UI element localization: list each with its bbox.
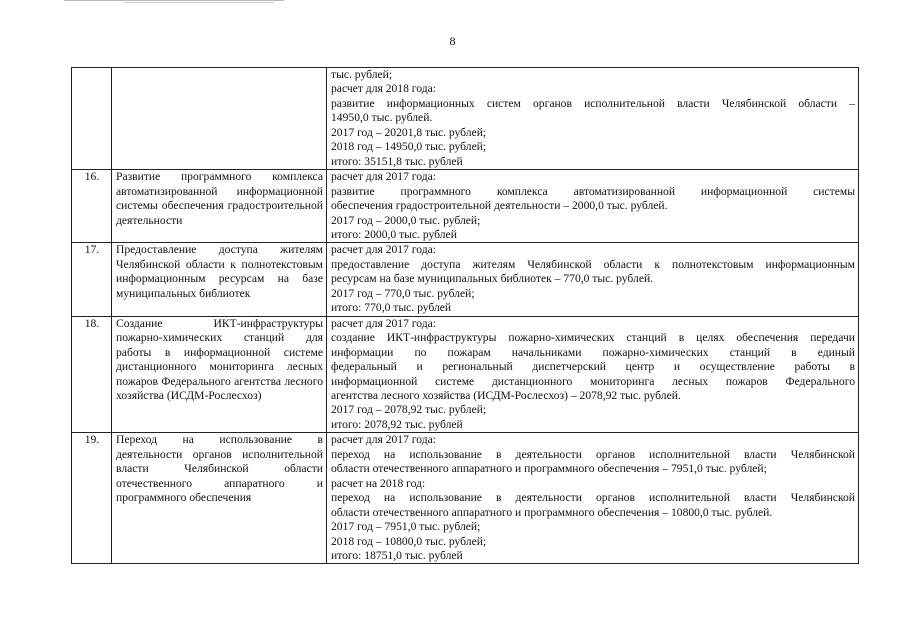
calculation-line: расчет для 2017 года: — [331, 243, 436, 257]
calculation-line: области отечественного аппаратного и программного обеспечения – 10800,0 тыс. рублей. — [331, 505, 773, 519]
calculation-line: федеральный и региональный диспетчерский центр и осуществление работы в — [331, 360, 855, 374]
calculation-line: 14950,0 тыс. рублей. — [331, 111, 433, 125]
calculation-line: 2018 год – 14950,0 тыс. рублей; — [331, 140, 487, 154]
calculation-line: информации по пожарам начальниками пожарно-химических станций в единый — [331, 345, 855, 359]
calculation-line: расчет для 2017 года: — [331, 170, 436, 184]
calculation-line: расчет для 2017 года: — [331, 433, 436, 447]
calculation-line: расчет для 2017 года: — [331, 316, 436, 330]
calculation-line: агентства лесного хозяйства (ИСДМ-Рослесхоз) – 2078,92 тыс. рублей. — [331, 388, 681, 402]
calculation-line: развитие программного комплекса автоматизированной информационной системы — [331, 184, 855, 198]
row-number: 18. — [72, 316, 112, 433]
calculation-line: тыс. рублей; — [331, 68, 393, 81]
calculation-line: предоставление доступа жителям Челябинской области к полнотекстовым информационным — [331, 257, 855, 271]
calculation-line: 2018 год – 10800,0 тыс. рублей; — [331, 534, 487, 548]
calculation-line: области отечественного аппаратного и программного обеспечения – 7951,0 тыс. рублей; — [331, 462, 767, 476]
calculation-line: итого: 2078,92 тыс. рублей — [331, 417, 463, 431]
cost-calculation — [327, 243, 859, 316]
measure-title: Переход на использование в деятельности органов исполнительной власти Челябинской области отечественного аппаратного и программного обеспечения — [112, 433, 327, 564]
table-row — [72, 170, 859, 243]
calculation-line: итого: 770,0 тыс. рублей — [331, 301, 452, 315]
calculation-line: итого: 18751,0 тыс. рублей — [331, 548, 463, 562]
calculation-line: расчет на 2018 год: — [331, 476, 426, 490]
table-row — [72, 243, 859, 316]
cost-calculation — [327, 170, 859, 243]
calculation-line: итого: 2000,0 тыс. рублей — [331, 227, 457, 241]
measure-title: Создание ИКТ-инфраструктуры пожарно-химических станций для работы в информационной системе дистанционного мониторинга лесных пожаров Федерального агентства лесного хозяйства (ИСДМ-Рослесхоз) — [112, 316, 327, 433]
calculation-line: переход на использование в деятельности органов исполнительной власти Челябинской — [331, 447, 855, 461]
scan-artifact-line — [64, 0, 284, 4]
calculation-line: ресурсам на базе муниципальных библиотек – 770,0 тыс. рублей. — [331, 272, 654, 286]
calculation-line: 2017 год – 2078,92 тыс. рублей; — [331, 403, 487, 417]
row-number: 19. — [72, 433, 112, 564]
calculation-line: 2017 год – 7951,0 тыс. рублей; — [331, 520, 481, 534]
calculation-line: 2017 год – 2000,0 тыс. рублей; — [331, 213, 481, 227]
row-number — [72, 68, 112, 170]
calculation-line: итого: 35151,8 тыс. рублей — [331, 154, 463, 168]
calculation-line: 2017 год – 20201,8 тыс. рублей; — [331, 125, 487, 139]
calculation-line: расчет для 2018 года: — [331, 82, 436, 96]
budget-table — [71, 67, 859, 564]
table-row — [72, 68, 859, 170]
cost-calculation — [327, 316, 859, 433]
measure-title — [112, 68, 327, 170]
row-number: 17. — [72, 243, 112, 316]
calculation-line: обеспечения градостроительной деятельности – 2000,0 тыс. рублей. — [331, 199, 668, 213]
measure-title: Развитие программного комплекса автоматизированной информационной системы обеспечения градостроительной деятельности — [112, 170, 327, 243]
calculation-line: развитие информационных систем органов исполнительной власти Челябинской области – — [331, 96, 855, 110]
calculation-line: переход на использование в деятельности органов исполнительной власти Челябинской — [331, 491, 855, 505]
row-number: 16. — [72, 170, 112, 243]
calculation-line: создание ИКТ-инфраструктуры пожарно-химических станций в целях обеспечения передачи — [331, 331, 855, 345]
cost-calculation — [327, 68, 859, 170]
page-number: 8 — [449, 34, 456, 48]
table-row — [72, 316, 859, 433]
table-row — [72, 433, 859, 564]
calculation-line: информационной системе дистанционного мониторинга лесных пожаров Федерального — [331, 374, 855, 388]
cost-calculation — [327, 433, 859, 564]
calculation-line: 2017 год – 770,0 тыс. рублей; — [331, 286, 475, 300]
measure-title: Предоставление доступа жителям Челябинской области к полнотекстовым информационным ресурсам на базе муниципальных библиотек — [112, 243, 327, 316]
